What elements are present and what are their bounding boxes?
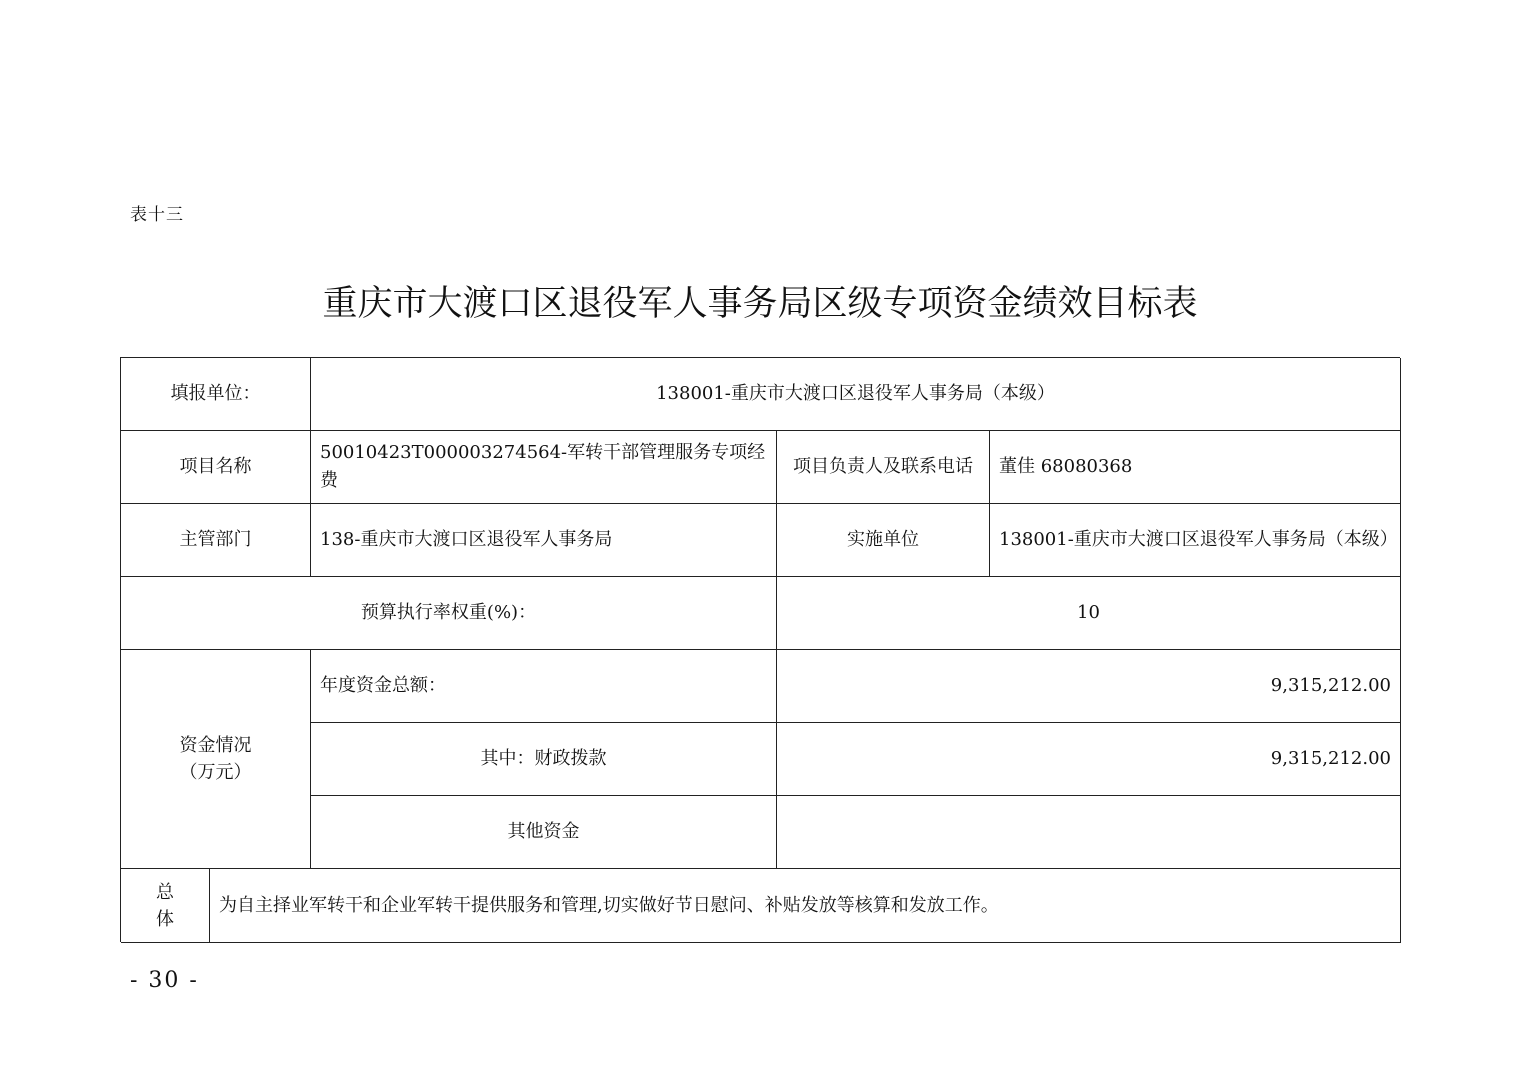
overall-label-line2: 体 — [156, 908, 174, 930]
annual-total-label: 年度资金总额： — [311, 650, 777, 723]
funds-label-line1: 资金情况 — [179, 735, 252, 756]
funds-label-line2: （万元） — [179, 762, 252, 783]
implementer-value: 138001-重庆市大渡口区退役军人事务局（本级） — [990, 504, 1401, 577]
reporting-unit-value: 138001-重庆市大渡口区退役军人事务局（本级） — [311, 358, 1401, 431]
overall-label-line1: 总 — [156, 881, 174, 903]
page-number: - 30 - — [130, 968, 199, 993]
budget-weight-label: 预算执行率权重(%)： — [121, 577, 777, 650]
project-contact-value: 董佳 68080368 — [990, 431, 1401, 504]
table-label: 表十三 — [130, 205, 184, 225]
overall-target-value: 为自主择业军转干和企业军转干提供服务和管理,切实做好节日慰问、补贴发放等核算和发放工作。 — [210, 869, 1401, 943]
project-contact-label: 项目负责人及联系电话 — [777, 431, 990, 504]
budget-weight-value: 10 — [777, 577, 1401, 650]
other-funds-value — [777, 796, 1401, 869]
other-funds-label: 其他资金 — [311, 796, 777, 869]
department-value: 138-重庆市大渡口区退役军人事务局 — [311, 504, 777, 577]
reporting-unit-label: 填报单位： — [121, 358, 311, 431]
fiscal-allocation-label: 其中：财政拨款 — [311, 723, 777, 796]
project-name-value: 50010423T000003274564-军转干部管理服务专项经费 — [311, 431, 777, 504]
funds-label — [121, 650, 311, 869]
performance-target-table — [120, 357, 1400, 942]
project-name-label: 项目名称 — [121, 431, 311, 504]
page-title: 重庆市大渡口区退役军人事务局区级专项资金绩效目标表 — [322, 284, 1198, 324]
annual-total-value: 9,315,212.00 — [777, 650, 1401, 723]
overall-label — [121, 869, 210, 943]
fiscal-allocation-value: 9,315,212.00 — [777, 723, 1401, 796]
department-label: 主管部门 — [121, 504, 311, 577]
implementer-label: 实施单位 — [777, 504, 990, 577]
